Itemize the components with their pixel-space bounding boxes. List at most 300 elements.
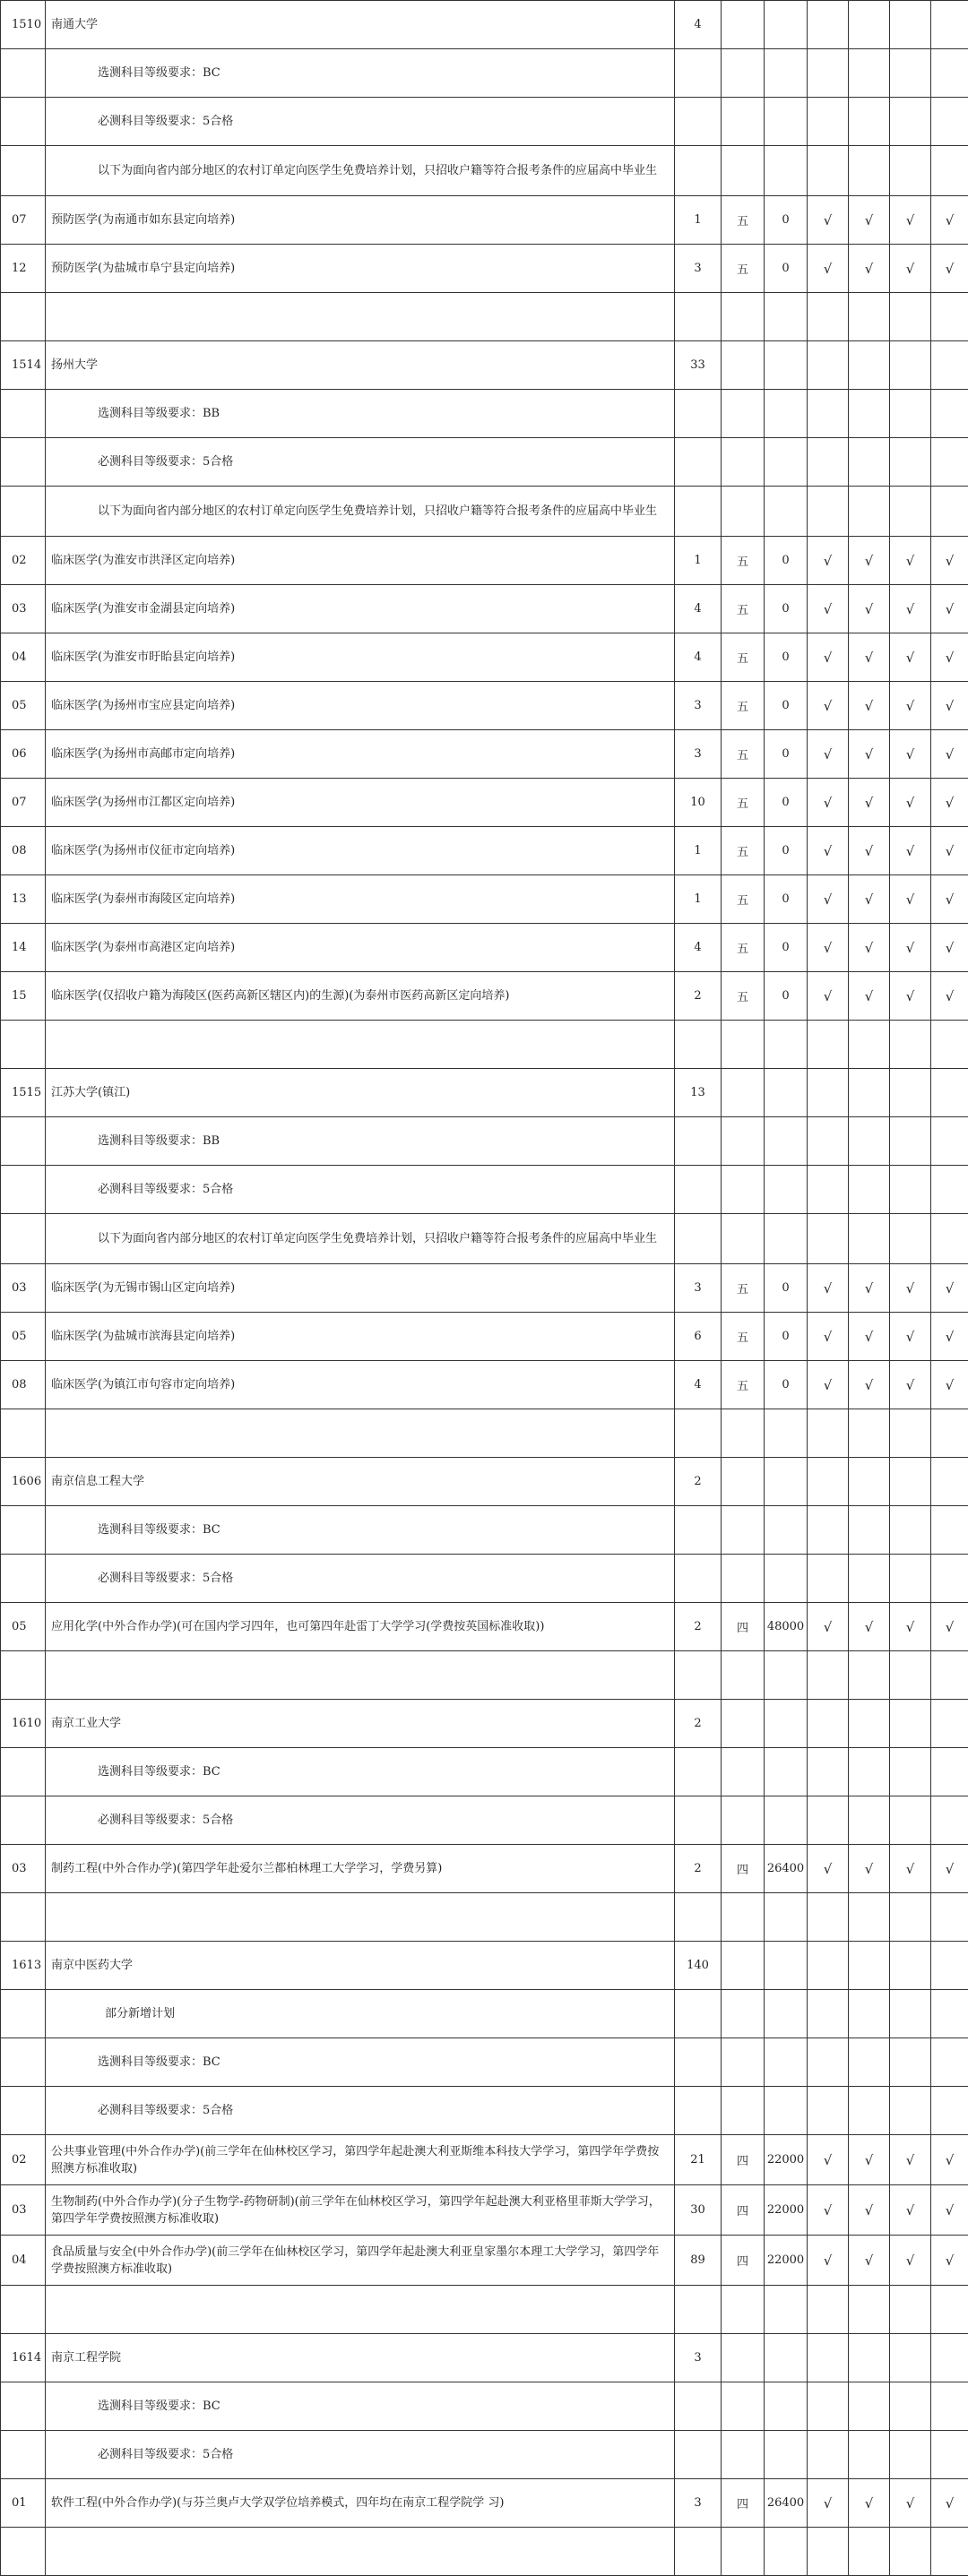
major-row (1, 924, 968, 972)
code-cell (1, 2087, 46, 2135)
major-row (1, 779, 968, 827)
check-mark-2 (849, 1990, 890, 2038)
check-mark-1: √ (808, 2185, 849, 2236)
major-row (1, 2479, 968, 2528)
check-mark-4 (931, 1506, 968, 1555)
check-mark-1: √ (808, 1603, 849, 1651)
major-name: 临床医学(为镇江市句容市定向培养) (46, 1361, 675, 1409)
check-mark-3 (890, 1893, 931, 1942)
tuition-fee: 0 (765, 196, 808, 245)
check-mark-3 (890, 438, 931, 487)
major-name: 临床医学(仅招收户籍为海陵区(医药高新区辖区内)的生源)(为泰州市医药高新区定向培养) (46, 972, 675, 1021)
study-length (722, 2038, 765, 2087)
check-mark-3 (890, 2334, 931, 2382)
study-length (722, 1651, 765, 1700)
tuition-fee (765, 1214, 808, 1264)
check-mark-4: √ (931, 1845, 968, 1893)
plan-count: 4 (675, 585, 722, 633)
study-length: 四 (722, 2135, 765, 2185)
check-mark-2 (849, 341, 890, 390)
check-mark-2 (849, 2038, 890, 2087)
note-text (46, 1893, 675, 1942)
check-mark-2 (849, 1796, 890, 1845)
check-mark-1 (808, 2334, 849, 2382)
check-mark-2: √ (849, 585, 890, 633)
study-length: 五 (722, 1313, 765, 1361)
plan-count: 3 (675, 2479, 722, 2528)
code-cell: 01 (1, 2479, 46, 2528)
check-mark-3: √ (890, 1313, 931, 1361)
major-row (1, 1313, 968, 1361)
check-mark-3 (890, 2038, 931, 2087)
plan-count: 3 (675, 682, 722, 730)
study-length: 五 (722, 633, 765, 682)
study-length (722, 1700, 765, 1748)
plan-count: 140 (675, 1942, 722, 1990)
code-cell (1, 1409, 46, 1458)
check-mark-4: √ (931, 827, 968, 875)
code-cell: 07 (1, 779, 46, 827)
major-name: 临床医学(为无锡市锡山区定向培养) (46, 1264, 675, 1313)
check-mark-2 (849, 1409, 890, 1458)
check-mark-3 (890, 1555, 931, 1603)
tuition-fee: 0 (765, 682, 808, 730)
check-mark-4 (931, 1214, 968, 1264)
code-cell: 08 (1, 1361, 46, 1409)
check-mark-3: √ (890, 1264, 931, 1313)
tuition-fee (765, 98, 808, 146)
tuition-fee: 0 (765, 245, 808, 293)
check-mark-3 (890, 1700, 931, 1748)
check-mark-4 (931, 1409, 968, 1458)
code-cell (1, 1021, 46, 1069)
study-length (722, 390, 765, 438)
code-cell (1, 49, 46, 98)
major-row (1, 1603, 968, 1651)
tuition-fee: 0 (765, 875, 808, 924)
study-length (722, 146, 765, 196)
code-cell (1, 98, 46, 146)
study-length (722, 1748, 765, 1796)
study-length: 五 (722, 585, 765, 633)
study-length (722, 49, 765, 98)
check-mark-1: √ (808, 1313, 849, 1361)
major-name: 临床医学(为淮安市盱眙县定向培养) (46, 633, 675, 682)
check-mark-4 (931, 2334, 968, 2382)
check-mark-4 (931, 487, 968, 537)
check-mark-1 (808, 146, 849, 196)
check-mark-4 (931, 2038, 968, 2087)
code-cell (1, 1893, 46, 1942)
code-cell: 03 (1, 2185, 46, 2236)
major-name: 临床医学(为盐城市滨海县定向培养) (46, 1313, 675, 1361)
tuition-fee (765, 1700, 808, 1748)
check-mark-4 (931, 390, 968, 438)
plan-count: 4 (675, 1361, 722, 1409)
code-cell (1, 2528, 46, 2576)
tuition-fee (765, 2087, 808, 2135)
check-mark-2: √ (849, 1264, 890, 1313)
check-mark-1 (808, 341, 849, 390)
check-mark-2 (849, 390, 890, 438)
check-mark-1 (808, 1651, 849, 1700)
note-text: 必测科目等级要求：5合格 (46, 2431, 675, 2479)
check-mark-1 (808, 1409, 849, 1458)
code-cell: 04 (1, 2236, 46, 2286)
code-cell: 02 (1, 537, 46, 585)
study-length (722, 2334, 765, 2382)
check-mark-3: √ (890, 585, 931, 633)
check-mark-2: √ (849, 1313, 890, 1361)
check-mark-1: √ (808, 2479, 849, 2528)
check-mark-1 (808, 2528, 849, 2576)
check-mark-4 (931, 293, 968, 341)
check-mark-1 (808, 2286, 849, 2334)
code-cell: 07 (1, 196, 46, 245)
check-mark-2 (849, 2286, 890, 2334)
note-text (46, 1409, 675, 1458)
check-mark-2 (849, 487, 890, 537)
tuition-fee (765, 293, 808, 341)
check-mark-1 (808, 2038, 849, 2087)
school-row (1, 1700, 968, 1748)
code-cell (1, 1555, 46, 1603)
check-mark-4: √ (931, 1361, 968, 1409)
tuition-fee: 22000 (765, 2135, 808, 2185)
check-mark-1: √ (808, 537, 849, 585)
major-row (1, 2236, 968, 2286)
major-name: 预防医学(为南通市如东县定向培养) (46, 196, 675, 245)
tuition-fee: 0 (765, 730, 808, 779)
tuition-fee (765, 438, 808, 487)
study-length (722, 2431, 765, 2479)
plan-count (675, 1990, 722, 2038)
major-name: 食品质量与安全(中外合作办学)(前三学年在仙林校区学习，第四学年起赴澳大利亚皇家墨尔本理工大学学习，第四学年学费按照澳方标准收取) (46, 2236, 675, 2286)
study-length: 五 (722, 827, 765, 875)
tuition-fee: 22000 (765, 2185, 808, 2236)
major-row (1, 537, 968, 585)
check-mark-1 (808, 293, 849, 341)
major-row (1, 972, 968, 1021)
note-text: 必测科目等级要求：5合格 (46, 1166, 675, 1214)
tuition-fee: 26400 (765, 1845, 808, 1893)
check-mark-2 (849, 2528, 890, 2576)
check-mark-1 (808, 438, 849, 487)
check-mark-1 (808, 1117, 849, 1166)
spacer-row (1, 1893, 968, 1942)
check-mark-3 (890, 1021, 931, 1069)
plan-count (675, 98, 722, 146)
study-length: 四 (722, 2479, 765, 2528)
check-mark-2: √ (849, 537, 890, 585)
check-mark-1 (808, 2431, 849, 2479)
code-cell: 03 (1, 585, 46, 633)
check-mark-2 (849, 2382, 890, 2431)
tuition-fee (765, 1796, 808, 1845)
tuition-fee (765, 2382, 808, 2431)
tuition-fee (765, 341, 808, 390)
plan-count (675, 1021, 722, 1069)
check-mark-3 (890, 1651, 931, 1700)
study-length (722, 341, 765, 390)
check-mark-2: √ (849, 682, 890, 730)
code-cell: 04 (1, 633, 46, 682)
plan-count (675, 2382, 722, 2431)
tuition-fee (765, 1409, 808, 1458)
school-row (1, 341, 968, 390)
check-mark-2: √ (849, 1845, 890, 1893)
code-cell: 15 (1, 972, 46, 1021)
check-mark-2: √ (849, 245, 890, 293)
study-length (722, 1555, 765, 1603)
tuition-fee: 0 (765, 633, 808, 682)
study-length: 五 (722, 875, 765, 924)
school-row (1, 1942, 968, 1990)
tuition-fee (765, 1069, 808, 1117)
code-cell (1, 1651, 46, 1700)
check-mark-2: √ (849, 196, 890, 245)
check-mark-3 (890, 1990, 931, 2038)
check-mark-1: √ (808, 1264, 849, 1313)
check-mark-3: √ (890, 972, 931, 1021)
plan-count: 2 (675, 1845, 722, 1893)
note-row (1, 1214, 968, 1264)
note-text (46, 293, 675, 341)
plan-count: 6 (675, 1313, 722, 1361)
note-row (1, 2038, 968, 2087)
check-mark-2: √ (849, 2236, 890, 2286)
school-name: 南京工业大学 (46, 1700, 675, 1748)
check-mark-4: √ (931, 2236, 968, 2286)
check-mark-4 (931, 2528, 968, 2576)
code-cell: 12 (1, 245, 46, 293)
check-mark-3 (890, 2431, 931, 2479)
study-length: 四 (722, 2185, 765, 2236)
tuition-fee (765, 1942, 808, 1990)
plan-count (675, 1796, 722, 1845)
code-cell (1, 1796, 46, 1845)
check-mark-2 (849, 1069, 890, 1117)
check-mark-1 (808, 390, 849, 438)
tuition-fee (765, 1990, 808, 2038)
study-length (722, 1117, 765, 1166)
study-length (722, 2528, 765, 2576)
check-mark-4 (931, 1942, 968, 1990)
plan-count: 3 (675, 245, 722, 293)
check-mark-2 (849, 1214, 890, 1264)
school-row (1, 2334, 968, 2382)
check-mark-3: √ (890, 633, 931, 682)
plan-count (675, 487, 722, 537)
plan-count: 1 (675, 827, 722, 875)
check-mark-4 (931, 1117, 968, 1166)
check-mark-4 (931, 2382, 968, 2431)
major-row (1, 245, 968, 293)
check-mark-1: √ (808, 682, 849, 730)
check-mark-3 (890, 1069, 931, 1117)
tuition-fee (765, 1117, 808, 1166)
note-text: 部分新增计划 (46, 1990, 675, 2038)
tuition-fee: 0 (765, 972, 808, 1021)
note-row (1, 390, 968, 438)
code-cell (1, 1214, 46, 1264)
check-mark-2: √ (849, 2479, 890, 2528)
note-text: 以下为面向省内部分地区的农村订单定向医学生免费培养计划，只招收户籍等符合报考条件的应届高中毕业生 (46, 1214, 675, 1264)
study-length (722, 1942, 765, 1990)
code-cell (1, 146, 46, 196)
study-length (722, 1990, 765, 2038)
check-mark-2: √ (849, 2185, 890, 2236)
check-mark-2: √ (849, 779, 890, 827)
check-mark-4 (931, 2087, 968, 2135)
code-cell (1, 1990, 46, 2038)
major-name: 临床医学(为扬州市江都区定向培养) (46, 779, 675, 827)
check-mark-3 (890, 1166, 931, 1214)
tuition-fee (765, 1748, 808, 1796)
check-mark-2 (849, 2334, 890, 2382)
check-mark-2 (849, 1506, 890, 1555)
study-length (722, 438, 765, 487)
check-mark-4 (931, 146, 968, 196)
major-row (1, 875, 968, 924)
check-mark-1 (808, 1, 849, 49)
plan-count (675, 2528, 722, 2576)
note-row (1, 1990, 968, 2038)
check-mark-3 (890, 293, 931, 341)
study-length (722, 487, 765, 537)
code-cell (1, 438, 46, 487)
note-text: 选测科目等级要求：BC (46, 49, 675, 98)
school-row (1, 1, 968, 49)
study-length (722, 1409, 765, 1458)
check-mark-4: √ (931, 2135, 968, 2185)
plan-count: 3 (675, 2334, 722, 2382)
check-mark-2 (849, 49, 890, 98)
study-length (722, 1214, 765, 1264)
plan-count: 89 (675, 2236, 722, 2286)
check-mark-2: √ (849, 633, 890, 682)
spacer-row (1, 1021, 968, 1069)
code-cell (1, 2382, 46, 2431)
check-mark-3: √ (890, 2236, 931, 2286)
note-text (46, 2528, 675, 2576)
plan-count (675, 390, 722, 438)
note-row (1, 1555, 968, 1603)
code-cell (1, 390, 46, 438)
note-text: 选测科目等级要求：BC (46, 2038, 675, 2087)
check-mark-1 (808, 1166, 849, 1214)
note-row (1, 1748, 968, 1796)
note-text (46, 2286, 675, 2334)
check-mark-3 (890, 1796, 931, 1845)
check-mark-4 (931, 1021, 968, 1069)
code-cell: 05 (1, 682, 46, 730)
code-cell (1, 487, 46, 537)
check-mark-2 (849, 1555, 890, 1603)
study-length (722, 293, 765, 341)
major-name: 制药工程(中外合作办学)(第四学年赴爱尔兰都柏林理工大学学习，学费另算) (46, 1845, 675, 1893)
note-text (46, 1021, 675, 1069)
school-name: 南京工程学院 (46, 2334, 675, 2382)
note-text: 选测科目等级要求：BC (46, 1748, 675, 1796)
check-mark-1 (808, 1893, 849, 1942)
check-mark-3: √ (890, 779, 931, 827)
tuition-fee: 26400 (765, 2479, 808, 2528)
tuition-fee (765, 2334, 808, 2382)
plan-count: 1 (675, 537, 722, 585)
check-mark-1: √ (808, 1845, 849, 1893)
study-length: 四 (722, 2236, 765, 2286)
check-mark-1 (808, 1458, 849, 1506)
tuition-fee: 0 (765, 1264, 808, 1313)
check-mark-2: √ (849, 875, 890, 924)
check-mark-2 (849, 2431, 890, 2479)
check-mark-4: √ (931, 585, 968, 633)
check-mark-2 (849, 1942, 890, 1990)
major-name: 临床医学(为扬州市高邮市定向培养) (46, 730, 675, 779)
check-mark-3 (890, 341, 931, 390)
code-cell (1, 1748, 46, 1796)
check-mark-2 (849, 1700, 890, 1748)
tuition-fee: 0 (765, 537, 808, 585)
school-name: 扬州大学 (46, 341, 675, 390)
study-length (722, 1021, 765, 1069)
tuition-fee: 48000 (765, 1603, 808, 1651)
check-mark-1: √ (808, 779, 849, 827)
study-length: 五 (722, 537, 765, 585)
study-length (722, 1458, 765, 1506)
tuition-fee: 0 (765, 779, 808, 827)
code-cell: 1614 (1, 2334, 46, 2382)
code-cell: 14 (1, 924, 46, 972)
spacer-row (1, 2286, 968, 2334)
check-mark-1 (808, 1021, 849, 1069)
check-mark-1 (808, 1990, 849, 2038)
note-text: 必测科目等级要求：5合格 (46, 438, 675, 487)
check-mark-2 (849, 293, 890, 341)
tuition-fee (765, 1893, 808, 1942)
note-row (1, 438, 968, 487)
check-mark-3 (890, 1942, 931, 1990)
check-mark-2: √ (849, 972, 890, 1021)
study-length (722, 2087, 765, 2135)
check-mark-4: √ (931, 2479, 968, 2528)
check-mark-4: √ (931, 245, 968, 293)
check-mark-2: √ (849, 2135, 890, 2185)
check-mark-1: √ (808, 827, 849, 875)
note-text: 必测科目等级要求：5合格 (46, 98, 675, 146)
school-row (1, 1069, 968, 1117)
tuition-fee (765, 1651, 808, 1700)
check-mark-3 (890, 1214, 931, 1264)
check-mark-2 (849, 1893, 890, 1942)
code-cell: 05 (1, 1313, 46, 1361)
code-cell (1, 2038, 46, 2087)
plan-count (675, 2038, 722, 2087)
check-mark-4 (931, 1, 968, 49)
plan-count: 4 (675, 924, 722, 972)
tuition-fee: 0 (765, 1313, 808, 1361)
plan-count (675, 1117, 722, 1166)
check-mark-4 (931, 1990, 968, 2038)
tuition-fee (765, 146, 808, 196)
check-mark-4 (931, 1893, 968, 1942)
check-mark-4 (931, 1458, 968, 1506)
study-length: 五 (722, 1361, 765, 1409)
note-row (1, 1166, 968, 1214)
school-name: 南京信息工程大学 (46, 1458, 675, 1506)
check-mark-1 (808, 1942, 849, 1990)
